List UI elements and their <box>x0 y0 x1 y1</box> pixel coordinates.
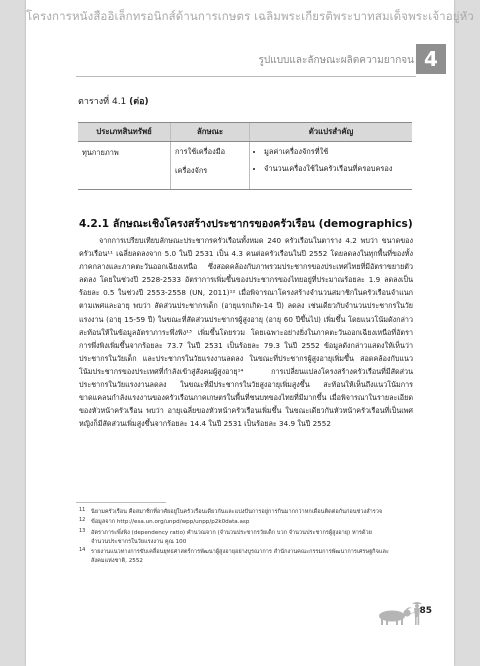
footnote-number: 11 <box>79 507 86 513</box>
table-row <box>78 142 412 190</box>
body-paragraph: จากการเปรียบเทียบลักษณะประชากรครัวเรือนทั้งหมด 240 ครัวเรือนในตาราง 4.2 พบว่า ขนาดของครัวเรือน¹¹ เฉลี่ยลดลงจาก 5.0 ในปี 2531 เป็น 4.3 คนต่อครัวเรือนในปี 2552 โดยลดลงในทุกพื้นที่ของทั้งภาคกลางและภาคตะวันออกเฉียงเหนือ ซึ่งสอดคล้องกับภาพรวมประชากรของประเทศไทยที่มีอัตราขยายตัวลดลง โดยในช่วงปี 2528-2533 อัตราการเพิ่มขึ้นของประชากรของไทยอยู่ที่ประมาณร้อยละ 1.9 ลดลงเป็นร้อยละ 0.5 ในช่วงปี 2553-2558 (UN, 2011)¹² เมื่อพิจารณาโครงสร้างจำนวนสมาชิกในครัวเรือนจำแนกตามเพศและอายุ พบว่า สัดส่วนประชากรเด็ก (อายุแรกเกิด-14 ปี) ลดลง เช่นเดียวกับจำนวนประชากรในวัยแรงงาน (อายุ 15-59 ปี) ในขณะที่สัดส่วนประชากรผู้สูงอายุ (อายุ 60 ปีขึ้นไป) เพิ่มขึ้น โดยแนวโน้มดังกล่าวสะท้อนให้ในข้อมูลอัตราภาระพึ่งพิง¹³ เพิ่มขึ้นโดยรวม โดยเฉพาะอย่างยิ่งในภาคตะวันออกเฉียงเหนือที่อัตราการพึ่งพิงเพิ่มขึ้นจากร้อยละ 73.7 ในปี 2531 เป็นร้อยละ 79.3 ในปี 2552 ข้อมูลดังกล่าวแสดงให้เห็นว่าประชากรในวัยเด็ก และประชากรในวัยแรงงานลดลง ในขณะที่ประชากรผู้สูงอายุเพิ่มขึ้น สอดคล้องกับแนวโน้มประชากรของประเทศที่กำลังเข้าสู่สังคมผู้สูงอายุ¹⁴ การเปลี่ยนแปลงโครงสร้างครัวเรือนที่มีสัดส่วนประชากรในวัยแรงงานลดลง ในขณะที่มีประชากรในวัยสูงอายุเพิ่มสูงขึ้น สะท้อนให้เห็นถึงแนวโน้มการขาดแคลนกำลังแรงงานของครัวเรือนภาคเกษตรในพื้นที่ชนบทของไทยที่มีมากขึ้น เมื่อพิจารณาในรายละเอียดของหัวหน้าครัวเรือน พบว่า อายุเฉลี่ยของหัวหน้าครัวเรือนเพิ่มขึ้น ในขณะเดียวกันหัวหน้าครัวเรือนที่เป็นเพศหญิงก็มีสัดส่วนเพิ่มสูงขึ้นจากร้อยละ 14.4 ในปี 2531 เป็นร้อยละ 34.9 ในปี 2552 <box>79 236 413 429</box>
table-header-row <box>78 123 412 142</box>
footnote-item <box>79 548 389 567</box>
table-header-asset: ประเภทสินทรัพย์ <box>78 123 171 142</box>
asset-table <box>78 122 412 190</box>
table-feature-item: การใช้เครื่องมือ <box>175 147 226 156</box>
page-number: 85 <box>419 606 432 616</box>
buffalo-farmer-icon <box>368 600 426 626</box>
footnote-item <box>79 529 389 548</box>
table-cell-variables <box>250 142 413 190</box>
table-header-feature: ลักษณะ <box>171 123 250 142</box>
table-feature-item: เครื่องจักร <box>175 165 208 175</box>
footnote-number: 14 <box>79 547 86 554</box>
footnote-rule <box>76 502 166 503</box>
table-variable-item: • จำนวนเครื่องใช้ในครัวเรือนที่ครอบครอง <box>264 164 408 175</box>
footnote-text: อัตราภาระพึ่งพิง (dependency ratio) คำนวณจาก (จำนวนประชากรวัยเด็ก บวก จำนวนประชากรผู้สูงอายุ) หารด้วยจำนวนประชากรในวัยแรงงาน คูณ 100 <box>91 529 372 545</box>
footnotes <box>79 508 389 568</box>
document-page <box>26 0 474 666</box>
table-header-variables: ตัวแปรสำคัญ <box>250 123 413 142</box>
table-caption-prefix: ตารางที่ 4.1 <box>78 97 127 107</box>
footnote-text: นิยามครัวเรือน คือสมาชิกที่อาศัยอยู่ในครัวเรือนเดียวกันและแบ่งปันการอยู่การกินมากกว่าหกเดือนติดต่อกันก่อนช่วงสำรวจ <box>91 509 383 515</box>
table-caption <box>78 94 149 108</box>
table-cell-asset: ทุนกายภาพ <box>78 142 171 190</box>
footnote-item <box>79 518 389 527</box>
table-cell-features <box>171 142 250 190</box>
footnote-item <box>79 508 389 517</box>
header-rule <box>76 76 416 77</box>
running-header-title: โครงการหนังสืออิเล็กทรอนิกส์ด้านการเกษตร เฉลิมพระเกียรติพระบาทสมเด็จพระเจ้าอยู่หัว <box>26 9 474 23</box>
footnote-number: 12 <box>79 517 86 524</box>
table-caption-suffix: (ต่อ) <box>129 97 149 107</box>
footnote-text: ข้อมูลจาก http://esa.un.org/unpd/wpp/unpp/p2k0data.asp <box>91 519 250 526</box>
chapter-number-tab: 4 <box>416 44 446 74</box>
footnote-text: รายงานแนวทางการขับเคลื่อนยุทธศาสตร์การพัฒนาผู้สูงอายุอย่างบูรณาการ สำนักงานคณะกรรมการพัฒนาการเศรษฐกิจและสังคมแห่งชาติ, 2552 <box>91 549 389 565</box>
table-variable-item: • มูลค่าเครื่องจักรที่ใช้ <box>264 147 408 158</box>
chapter-subtitle: รูปแบบและลักษณะผลิตความยากจน <box>258 55 414 66</box>
section-heading: 4.2.1 ลักษณะเชิงโครงสร้างประชากรของครัวเรือน (demographics) <box>79 218 413 230</box>
footnote-number: 13 <box>79 527 86 534</box>
